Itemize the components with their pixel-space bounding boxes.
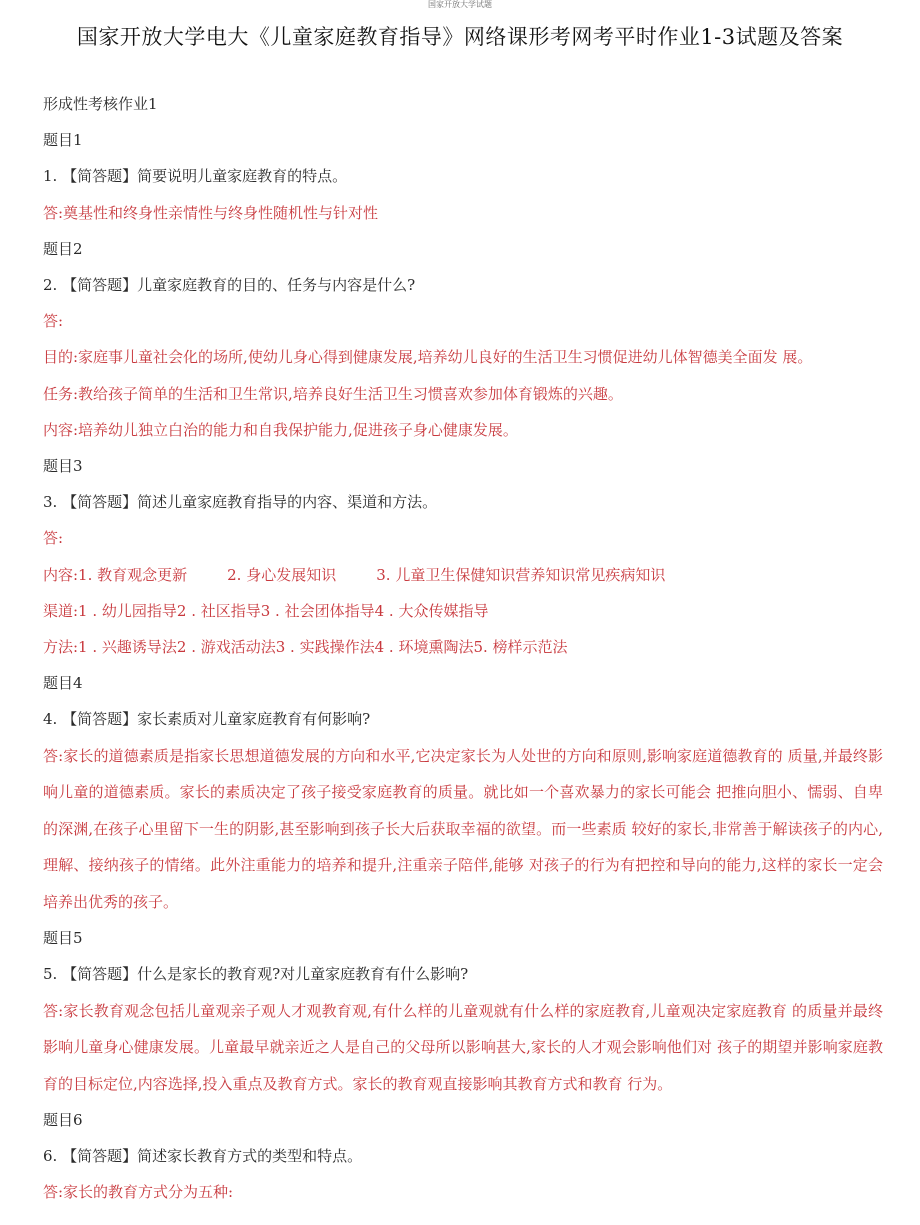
question-text: 5. 【简答题】什么是家长的教育观?对儿童家庭教育有什么影响? — [43, 965, 469, 984]
answer-methods: 方法:1 . 兴趣诱导法2 . 游戏活动法3 . 实践操作法4 . 环境熏陶法5. 榜样示范法 — [43, 638, 568, 657]
question-text: 1. 【简答题】简要说明儿童家庭教育的特点。 — [43, 167, 348, 186]
question-heading: 题目1 — [43, 131, 83, 150]
section-title: 形成性考核作业1 — [43, 95, 158, 113]
question-text: 4. 【简答题】家长素质对儿童家庭教育有何影响? — [43, 710, 371, 729]
question-heading: 题目3 — [43, 457, 83, 476]
answer-text: 答:奠基性和终身性亲情性与终身性随机性与针对性 — [43, 203, 379, 222]
question-heading: 题目4 — [43, 674, 83, 693]
question-text: 2. 【简答题】儿童家庭教育的目的、任务与内容是什么? — [43, 276, 416, 295]
answer-task: 任务:教给孩子简单的生活和卫生常识,培养良好生活卫生习惯喜欢参加体育锻炼的兴趣。 — [43, 384, 623, 403]
answer-content-item: 3. 儿童卫生保健知识营养知识常见疾病知识 — [376, 565, 666, 584]
document-body — [43, 86, 883, 1211]
question-heading: 题目2 — [43, 239, 83, 258]
page-header-mark: 国家开放大学试题 — [428, 0, 492, 9]
question-text: 6. 【简答题】简述家长教育方式的类型和特点。 — [43, 1147, 363, 1166]
question-heading: 题目6 — [43, 1111, 83, 1130]
answer-paragraph: 答:家长的道德素质是指家长思想道德发展的方向和水平,它决定家长为人处世的方向和原则,影响家庭道德教育的 质量,并最终影响儿童的道德素质。家长的素质决定了孩子接受家庭教育的质量。就比如一个喜欢暴力的家长可能会 把推向胆小、懦弱、自卑的深渊,在孩子心里留下一生的阴影,甚至影响到孩子长大后获取幸福的欲望。而一些素质 较好的家长,非常善于解读孩子的内心,理解、接纳孩子的情绪。此外注重能力的培养和提升,注重亲子陪伴,能够 对孩子的行为有把控和导向的能力,这样的家长一定会培养出优秀的孩子。 — [43, 746, 883, 911]
answer-content-item: 2. 身心发展知识 — [227, 565, 337, 584]
answer-text: 答:家长的教育方式分为五种: — [43, 1183, 234, 1202]
question-heading: 题目5 — [43, 929, 83, 948]
answer-content-row — [43, 557, 883, 593]
answer-channels: 渠道:1 . 幼儿园指导2 . 社区指导3 . 社会团体指导4 . 大众传媒指导 — [43, 601, 489, 620]
answer-goal: 目的:家庭事儿童社会化的场所,使幼儿身心得到健康发展,培养幼儿良好的生活卫生习惯促进幼儿体智德美全面发 展。 — [43, 348, 813, 367]
page-title: 国家开放大学电大《儿童家庭教育指导》网络课形考网考平时作业1-3试题及答案 — [76, 25, 844, 49]
answer-paragraph: 答:家长教育观念包括儿童观亲子观人才观教育观,有什么样的儿童观就有什么样的家庭教育,儿童观决定家庭教育 的质量并最终影响儿童身心健康发展。儿童最早就亲近之人是自己的父母所以影响甚大,家长的人才观会影响他们对 孩子的期望并影响家庭教育的目标定位,内容选择,投入重点及教育方式。家长的教育观直接影响其教育方式和教育 行为。 — [43, 1001, 883, 1093]
answer-label: 答: — [43, 529, 64, 548]
question-text: 3. 【简答题】简述儿童家庭教育指导的内容、渠道和方法。 — [43, 493, 438, 512]
answer-content: 内容:培养幼儿独立白治的能力和自我保护能力,促进孩子身心健康发展。 — [43, 420, 518, 439]
answer-content-item: 内容:1. 教育观念更新 — [43, 565, 188, 584]
answer-label: 答: — [43, 312, 64, 331]
